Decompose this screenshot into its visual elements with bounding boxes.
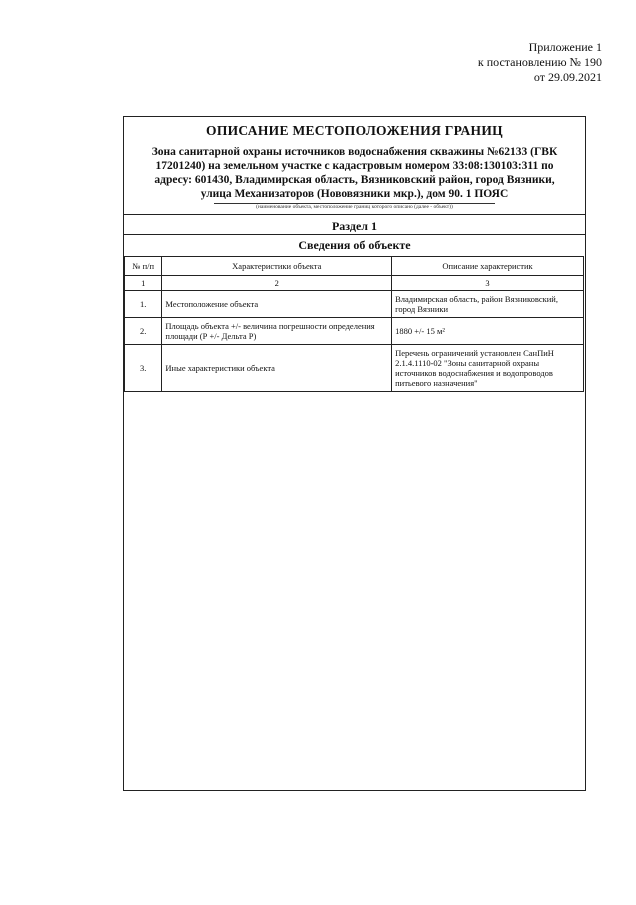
row-characteristic: Местоположение объекта [162, 291, 392, 318]
divider [124, 234, 585, 235]
appendix-resolution: к постановлению № 190 [477, 55, 602, 69]
appendix-date: от 29.09.2021 [533, 70, 602, 84]
index-cell: 3 [392, 276, 584, 291]
row-number: 1. [125, 291, 162, 318]
row-description: Владимирская область, район Вязниковский, город Вязники [392, 291, 584, 318]
document-frame [123, 116, 586, 791]
table-index-row [125, 276, 584, 291]
description-line: 17201240) на земельном участке с кадастровым номером 33:08:130103:311 по [155, 160, 554, 172]
document-title: ОПИСАНИЕ МЕСТОПОЛОЖЕНИЯ ГРАНИЦ [206, 123, 503, 138]
appendix-block [478, 40, 602, 85]
appendix-title: Приложение 1 [528, 40, 602, 54]
index-cell: 2 [162, 276, 392, 291]
subheading: Сведения об объекте [298, 238, 411, 252]
row-number: 2. [125, 318, 162, 345]
description-line: улица Механизаторов (Нововязники мкр.), дом 90. 1 ПОЯС [200, 188, 509, 200]
object-info-table [124, 256, 584, 392]
table-row [125, 345, 584, 392]
row-characteristic: Площадь объекта +/- величина погрешности определения площади (Р +/- Дельта Р) [162, 318, 392, 345]
table-row [125, 291, 584, 318]
description-line: Зона санитарной охраны источников водоснабжения скважины №62133 (ГВК [151, 146, 558, 158]
section-heading: Раздел 1 [331, 219, 378, 233]
object-description [130, 145, 579, 201]
row-description: Перечень ограничений установлен СанПиН 2.1.4.1110-02 "Зоны санитарной охраны источников водоснабжения и водопроводов питьевого назначения" [392, 345, 584, 392]
column-header-characteristic: Характеристики объекта [162, 257, 392, 276]
description-caption: (наименование объекта, местоположение границ которого описано (далее - объект)) [256, 204, 453, 210]
index-cell: 1 [125, 276, 162, 291]
column-header-description: Описание характеристик [392, 257, 584, 276]
divider [124, 214, 585, 215]
table-row [125, 318, 584, 345]
description-line: адресу: 601430, Владимирская область, Вязниковский район, город Вязники, [154, 174, 555, 186]
row-description: 1880 +/- 15 м² [392, 318, 584, 345]
row-characteristic: Иные характеристики объекта [162, 345, 392, 392]
row-number: 3. [125, 345, 162, 392]
table-header-row [125, 257, 584, 276]
column-header-number: № п/п [125, 257, 162, 276]
